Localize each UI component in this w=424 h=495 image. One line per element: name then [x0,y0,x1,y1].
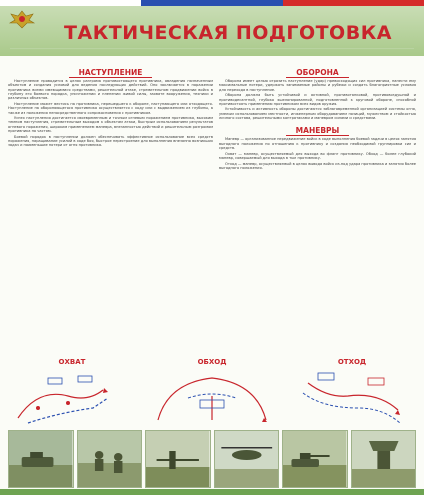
offense-paragraph: Успех наступления достигается своевременным и точным огневым поражением противника, высоким темпом наступления, стремительным выходом к объектам атаки, быстрым использованием результатов огневого поражения, широким применением маневра, внезапностью действий и решительным разгромом противника по частям. [8,116,213,134]
eagle-emblem-icon [8,8,36,30]
offense-column [8,62,213,362]
envelopment-diagram [8,368,136,428]
armored-vehicles-photo [8,430,74,488]
offense-heading-text: НАСТУПЛЕНИЕ [69,68,153,78]
maneuvers-text [219,137,416,170]
defense-paragraph: Устойчивость и активность обороны достигаются заблаговременной организацией системы огня, умелым использованием местности, инженерным оборудованием позиций, мужеством и стойкостью личного состава, решительными контратаками и маневром силами и средствами. [219,107,416,121]
defense-text [219,79,416,120]
helicopter-photo [214,430,280,488]
defense-heading-text: ОБОРОНА [286,68,348,78]
title-divider [10,48,414,49]
offense-heading [8,68,213,77]
maneuvers-heading [219,126,416,135]
tanks-photo [282,430,348,488]
soldiers-photo [77,430,143,488]
maneuvers-paragraph: Охват — маневр, осуществляемый для выхода во фланг противнику. Обход — более глубокий маневр, совершаемый для выхода в тыл противнику. [219,151,416,161]
bypass-diagram [148,368,276,428]
photo-strip [8,430,416,488]
diagram-title-bypass: ОБХОД [197,358,227,366]
radar-photo [351,430,417,488]
maneuvers-heading-text: МАНЕВРЫ [286,126,350,136]
diagram-title-withdrawal: ОТХОД [337,358,367,366]
offense-text [8,79,213,148]
maneuvers-paragraph: Отход — маневр, осуществляемый в целях вывода войск из-под удара противника и занятия более выгодного положения. [219,161,416,170]
diagram-title-envelopment: ОХВАТ [58,358,86,366]
withdrawal-diagram [288,368,416,428]
defense-paragraph: Оборона должна быть устойчивой и активной, противотанковой, противовоздушной и противодесантной, глубоко эшелонированной, подготовленной к круговой обороне, способной противостоять применению противником всех видов оружия. [219,93,416,106]
page-title: ТАКТИЧЕСКАЯ ПОДГОТОВКА [64,22,392,44]
bottom-band [0,489,424,495]
defense-heading [219,68,416,77]
offense-paragraph: Наступление проводится в целях разгрома противостоящего противника, овладения назначенным объектом и создания условий для ведения последующих действий. Оно заключается в поражении противника всеми имеющимися средствами, решительной атаке, стремительном продвижении войск в глубину его боевого порядка, уничтожении и пленении живой силы, захвате вооружения, техники и различных объектов. [8,79,213,101]
defense-column [219,62,416,362]
defense-paragraph: Оборона имеет целью отразить наступление (удар) превосходящих сил противника, нанести ему максимальные потери, удержать занимаемые районы и рубежи и создать благоприятные условия для перехода в наступление. [219,79,416,92]
offense-paragraph: Наступление может вестись на противника, перешедшего к обороне, наступающего или отходящего. Наступление на обороняющегося противника осуществляется с ходу или с выдвижением из глубины, а также из положения непосредственного соприкосновения с противником. [8,101,213,115]
maneuvers-paragraph: Маневр — организованное передвижение войск в ходе выполнения боевой задачи в целях занятия выгодного положения по отношению к противнику и создания необходимой группировки сил и средств. [219,137,416,151]
offense-paragraph: Боевой порядок в наступлении должен обеспечивать эффективное использование всех средств поражения, наращивание усилий в ходе боя, быстрое перестроение для выполнения внезапно возникших задач и наименьшие потери от огня противника. [8,134,213,148]
infantry-photo [145,430,211,488]
